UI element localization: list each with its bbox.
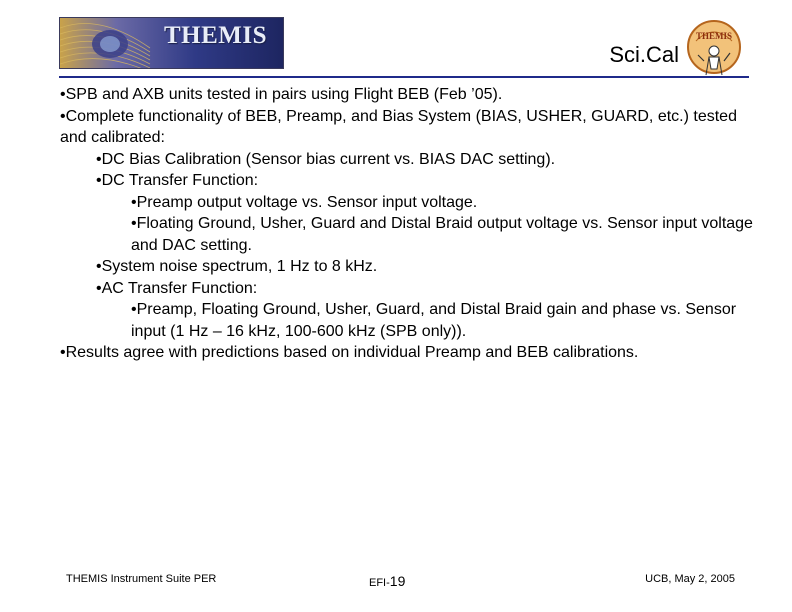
slide-title: Sci.Cal [609, 42, 679, 67]
footer-page-id [369, 573, 405, 589]
footer-date: UCB, May 2, 2005 [645, 573, 735, 585]
bullet-item: •Complete functionality of BEB, Preamp, and Bias System (BIAS, USHER, GUARD, etc.) tested and calibrated: [60, 107, 737, 146]
themis-logo [59, 17, 284, 69]
sub-bullet-item: •AC Transfer Function: [96, 279, 258, 297]
bullet-item: •SPB and AXB units tested in pairs using Flight BEB (Feb ’05). [60, 86, 503, 103]
themis-mascot-logo [684, 17, 744, 81]
slide-body [60, 84, 760, 364]
sub-sub-bullet-item: •Preamp, Floating Ground, Usher, Guard, and Distal Braid gain and phase vs. Sensor input (1 Hz – 16 kHz, 100-600 kHz (SPB only)). [131, 301, 737, 340]
footer-left-text: THEMIS Instrument Suite PER [66, 573, 217, 585]
sub-sub-bullet-item: •Preamp output voltage vs. Sensor input voltage. [131, 193, 478, 211]
sub-bullet-item: •DC Transfer Function: [96, 172, 259, 189]
sub-bullet-item: •DC Bias Calibration (Sensor bias current vs. BIAS DAC setting). [96, 150, 556, 168]
footer-page-number: 19 [389, 573, 406, 589]
logo-wordmark: THEMIS [164, 22, 268, 49]
sub-sub-bullet-item: •Floating Ground, Usher, Guard and Distal Braid output voltage vs. Sensor input voltage and DAC setting. [131, 215, 753, 254]
bullet-item: •Results agree with predictions based on individual Preamp and BEB calibrations. [60, 344, 639, 361]
mascot-art [684, 17, 744, 81]
sub-bullet-item: •System noise spectrum, 1 Hz to 8 kHz. [96, 258, 378, 275]
footer-page-prefix: EFI- [369, 577, 390, 589]
mascot-lettering: THEMIS [695, 31, 733, 41]
header-divider [59, 76, 749, 78]
